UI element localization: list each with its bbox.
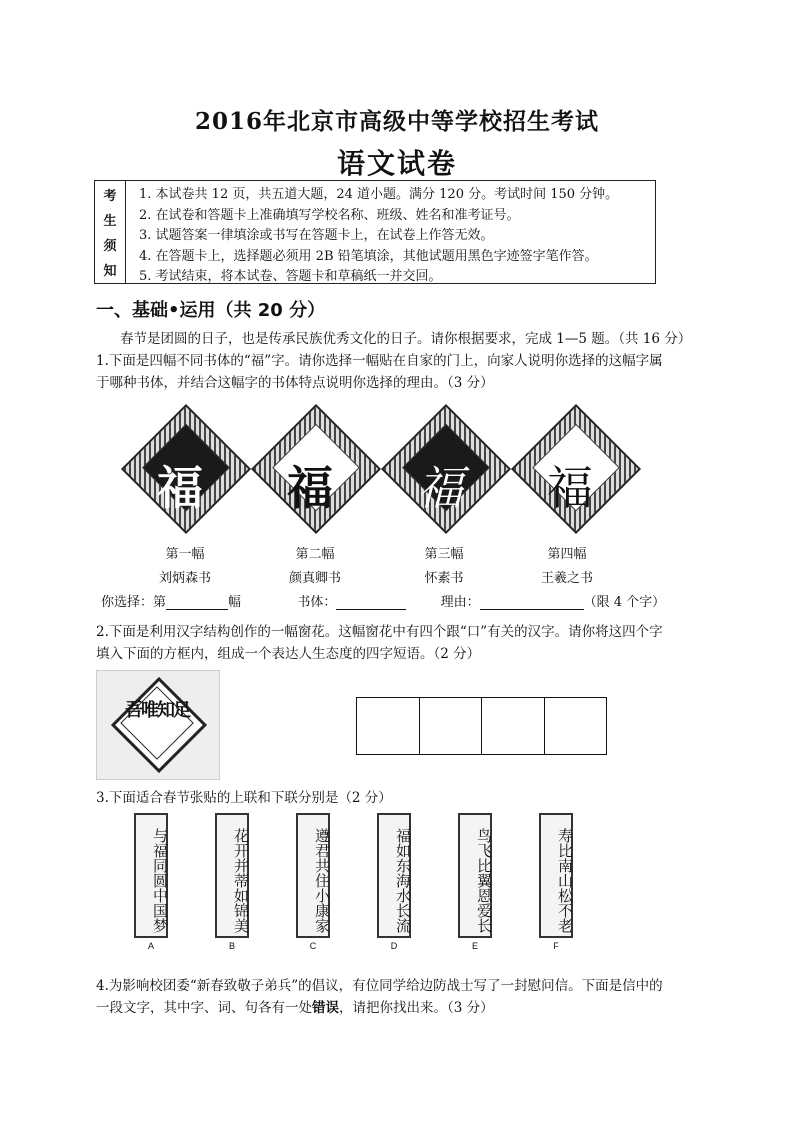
exam-subtitle: 语文试卷: [336, 147, 457, 180]
fu-char: 福: [287, 461, 333, 515]
answer-box[interactable]: [420, 698, 483, 754]
notice-list: [139, 185, 618, 288]
caption-name: 第四幅: [547, 547, 587, 562]
q4-text-emphasis: 错误: [312, 1000, 339, 1016]
fu-char: 福: [157, 461, 203, 515]
window-flower-text: 吾唯知足: [125, 700, 189, 721]
q4-text-a: 一段文字，其中字、词、句各有一处: [96, 1000, 312, 1016]
choose-label: 你选择：第: [101, 595, 167, 610]
q1-text-line1: 1.下面是四幅不同书体的“福”字。请你选择一幅贴在自家的门上，向家人说明你选择的这幅字属: [96, 353, 663, 369]
answer-box[interactable]: [357, 698, 420, 754]
reason-blank[interactable]: [480, 595, 584, 610]
couplet-label: C: [309, 941, 317, 951]
notice-item: 2. 在试卷和答题卡上准确填写学校名称、班级、姓名和准考证号。: [139, 207, 520, 223]
notice-item: 3. 试题答案一律填涂或书写在答题卡上，在试卷上作答无效。: [139, 228, 494, 243]
answer-box[interactable]: [545, 698, 607, 754]
section-heading: 一、基础•运用（共 20 分）: [96, 300, 326, 321]
reason-limit: （限 4 个字）: [583, 595, 666, 610]
q2-text-line1: 2.下面是利用汉字结构创作的一幅窗花。这幅窗花中有四个跟“口”有关的汉字。请你将这四个字: [96, 624, 663, 640]
couplet-text: 遵君共住小康家: [313, 827, 331, 933]
choose-blank[interactable]: [166, 595, 228, 610]
fu-image-1: [115, 438, 245, 538]
q1-answer-row: [101, 591, 665, 610]
couplet-label: F: [553, 941, 559, 951]
couplet-scroll-c: [296, 813, 330, 938]
notice-heading-char: 须: [103, 239, 117, 254]
style-label: 书体：: [297, 595, 337, 610]
notice-item: 5. 考试结束，将本试卷、答题卡和草稿纸一并交回。: [139, 269, 442, 284]
couplet-label: D: [390, 941, 398, 951]
q4-text-line1: 4.为影响校团委“新春致敬子弟兵”的倡议，有位同学给边防战士写了一封慰问信。下面是信中的: [96, 978, 663, 994]
couplet-scroll-b: [215, 813, 249, 938]
choose-suffix: 幅: [228, 595, 242, 610]
caption-author: 刘炳森书: [158, 571, 211, 586]
couplet-scroll-f: [539, 813, 573, 938]
fu-char: 福: [547, 461, 593, 515]
couplet-text: 与福同圆中国梦: [151, 827, 169, 933]
fu-image-2: [245, 438, 375, 538]
couplet-label: E: [471, 941, 478, 951]
couplet-label: B: [228, 941, 235, 951]
q2-text-line2: 填入下面的方框内，组成一个表达人生态度的四字短语。（2 分）: [96, 646, 481, 662]
couplet-text: 鸟飞比翼恩爱长: [475, 827, 493, 933]
couplet-text: 寿比南山松不老: [556, 827, 574, 933]
notice-heading-char: 知: [103, 264, 117, 279]
notice-heading-char: 生: [103, 214, 117, 229]
notice-item: 1. 本试卷共 12 页，共五道大题，24 道小题。满分 120 分。考试时间 150 分钟。: [139, 187, 619, 202]
caption-author: 怀素书: [424, 571, 464, 586]
couplet-label: A: [147, 941, 154, 951]
fu-image-4: [505, 438, 635, 538]
couplet-text: 福如东海水长流: [394, 827, 412, 933]
notice-heading-char: 考: [103, 189, 117, 204]
notice-heading: [95, 181, 126, 283]
couplet-scroll-d: [377, 813, 411, 938]
fu-captions: [0, 543, 794, 586]
couplet-scroll-a: [134, 813, 168, 938]
section-intro: 春节是团圆的日子，也是传承民族优秀文化的日子。请你根据要求，完成 1—5 题。（共 16 分）: [120, 331, 692, 347]
candidate-notice-box: [94, 180, 656, 284]
couplet-text: 花开并蒂如锦美: [232, 827, 250, 933]
fu-char: 福: [417, 461, 463, 515]
fu-calligraphy-row: [115, 438, 645, 538]
couplet-scroll-e: [458, 813, 492, 938]
caption-name: 第一幅: [165, 547, 205, 562]
paper-cut-window-image: [96, 670, 220, 780]
caption-author: 颜真卿书: [288, 571, 341, 586]
style-blank[interactable]: [336, 595, 406, 610]
caption-author: 王羲之书: [540, 571, 593, 586]
answer-box[interactable]: [482, 698, 545, 754]
exam-title: 2016年北京市高级中等学校招生考试: [194, 108, 599, 135]
caption-name: 第三幅: [424, 547, 464, 562]
answer-box-grid: [356, 697, 607, 755]
caption-name: 第二幅: [295, 547, 335, 562]
q4-text-line2: [96, 997, 494, 1019]
fu-image-3: [375, 438, 505, 538]
q4-text-b: ，请把你找出来。（3 分）: [339, 1000, 494, 1016]
reason-label: 理由：: [440, 595, 480, 610]
notice-item: 4. 在答题卡上，选择题必须用 2B 铅笔填涂，其他试题用黑色字迹签字笔作答。: [139, 248, 598, 264]
q1-text-line2: 于哪种书体，并结合这幅字的书体特点说明你选择的理由。（3 分）: [96, 375, 494, 391]
couplet-row: [134, 813, 604, 958]
q3-text: 3.下面适合春节张贴的上联和下联分别是（2 分）: [96, 790, 392, 806]
